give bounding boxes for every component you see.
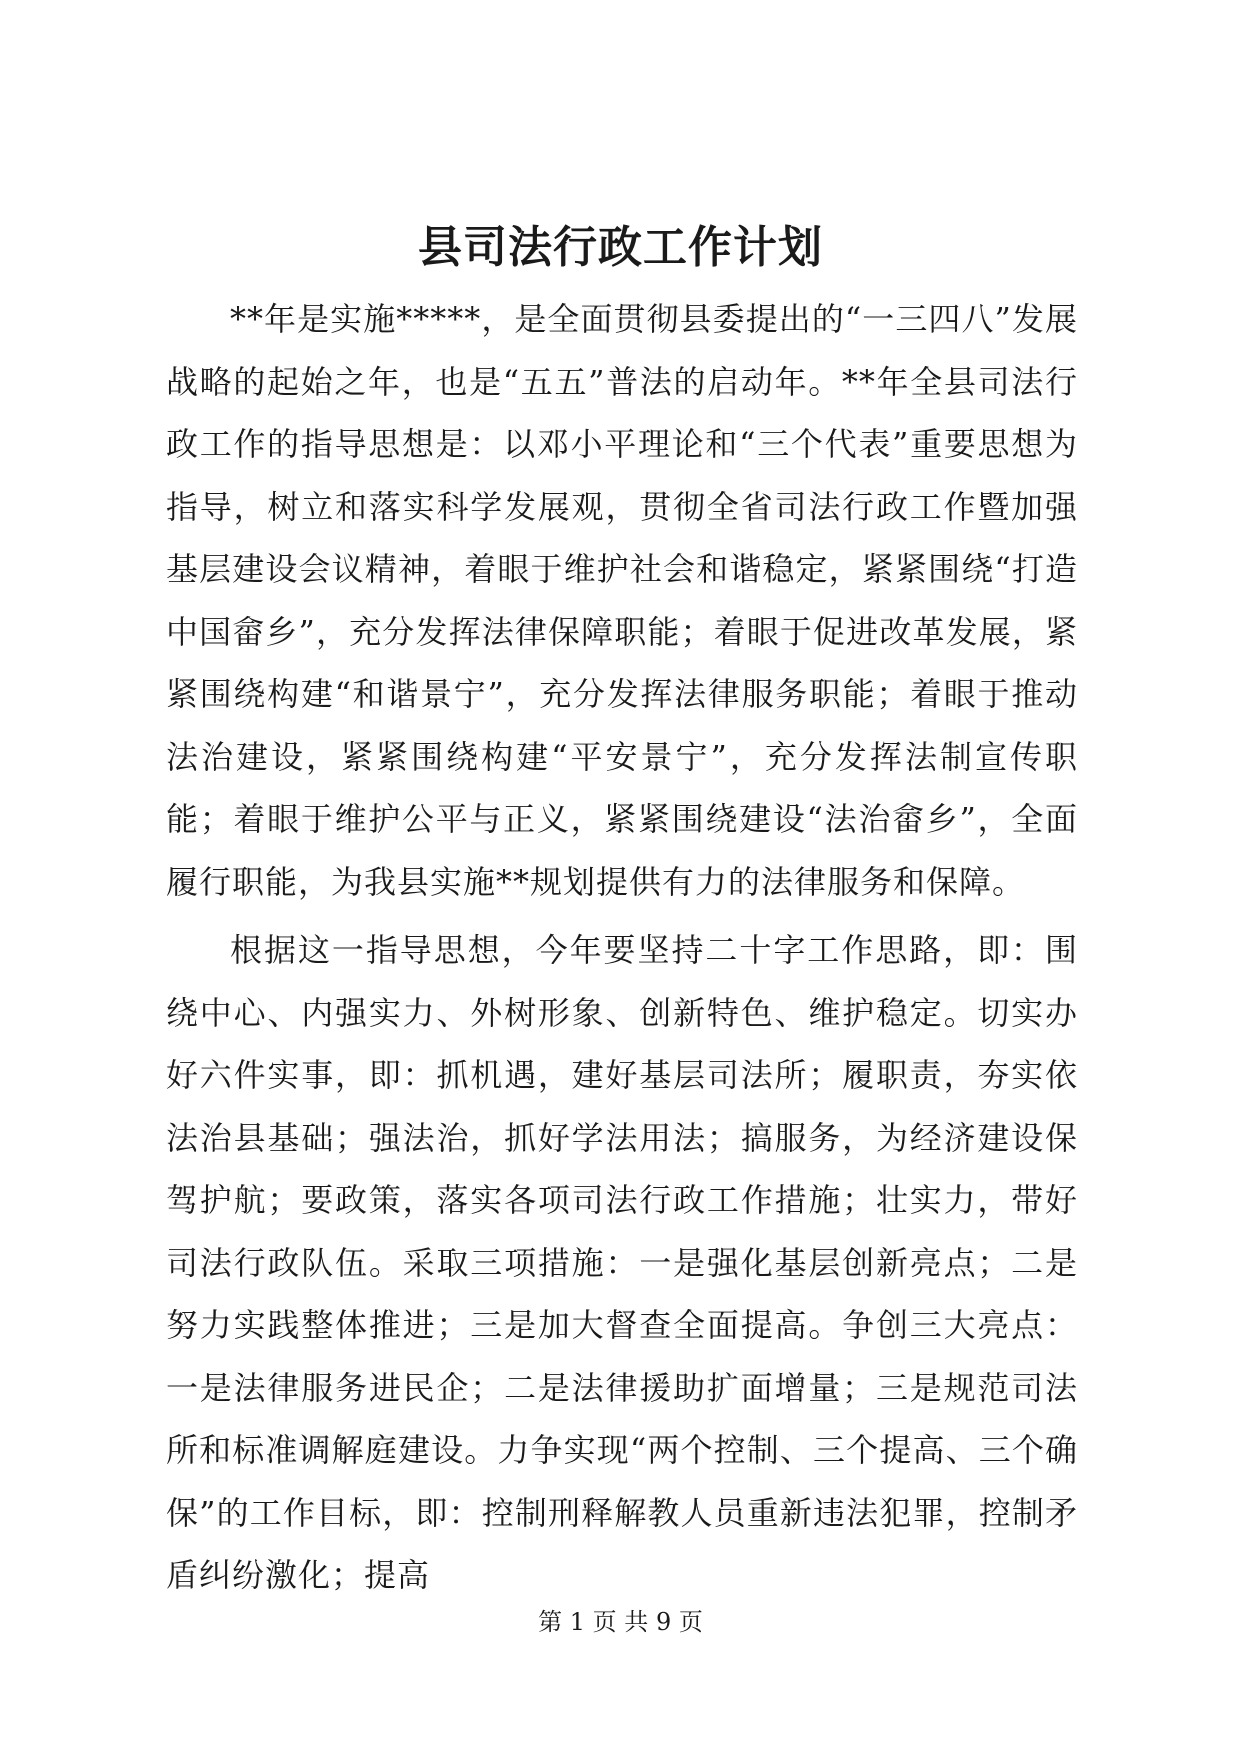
paragraph-2: 根据这一指导思想，今年要坚持二十字工作思路，即：围绕中心、内强实力、外树形象、创新特色、维护稳定。切实办好六件实事，即：抓机遇，建好基层司法所；履职责，夯实依法治县基础；强法治，抓好学法用法；搞服务，为经济建设保驾护航；要政策，落实各项司法行政工作措施；壮实力，带好司法行政队伍。采取三项措施：一是强化基层创新亮点；二是努力实践整体推进；三是加大督查全面提高。争创三大亮点：一是法律服务进民企；二是法律援助扩面增量；三是规范司法所和标准调解庭建设。力争实现“两个控制、三个提高、三个确保”的工作目标，即：控制刑释解教人员重新违法犯罪，控制矛盾纠纷激化；提高 (166, 931, 1078, 1594)
paragraph-1: **年是实施*****，是全面贯彻县委提出的“一三四八”发展战略的起始之年，也是“五五”普法的启动年。**年全县司法行政工作的指导思想是：以邓小平理论和“三个代表”重要思想为指导，树立和落实科学发展观，贯彻全省司法行政工作暨加强基层建设会议精神，着眼于维护社会和谐稳定，紧紧围绕“打造中国畲乡”，充分发挥法律保障职能；着眼于促进改革发展，紧紧围绕构建“和谐景宁”，充分发挥法律服务职能；着眼于推动法治建设，紧紧围绕构建“平安景宁”，充分发挥法制宣传职能；着眼于维护公平与正义，紧紧围绕建设“法治畲乡”，全面履行职能，为我县实施**规划提供有力的法律服务和保障。 (166, 300, 1078, 901)
page-number-label: 第 1 页 共 9 页 (538, 1608, 703, 1636)
document-title: 县司法行政工作计划 (418, 222, 823, 273)
page-footer (0, 1606, 1241, 1638)
document-body (166, 288, 1078, 1613)
